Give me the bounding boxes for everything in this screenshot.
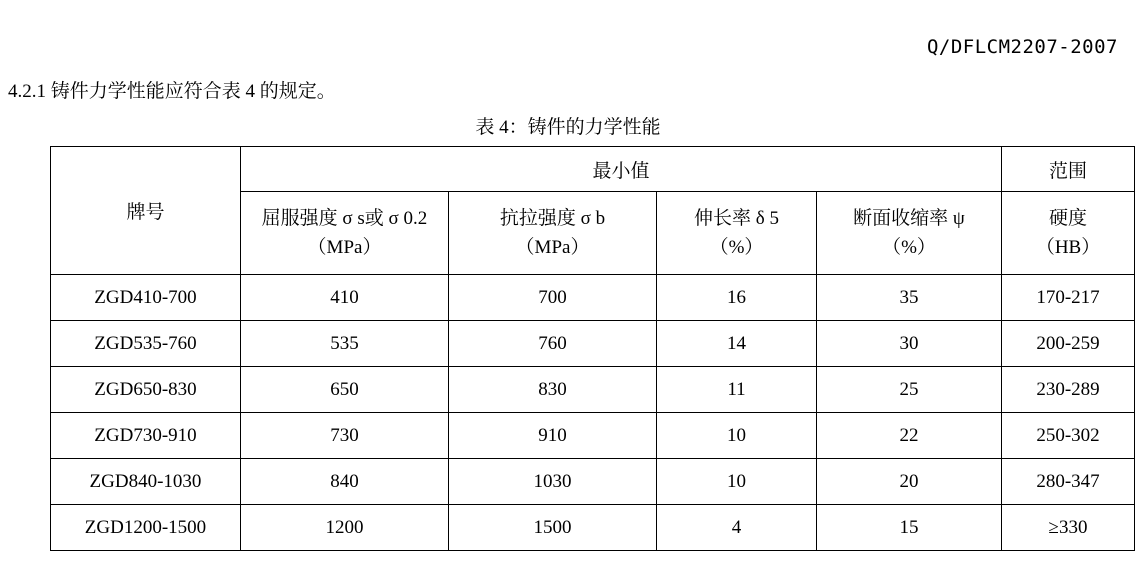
header-hardness (1002, 192, 1135, 275)
table-row (51, 459, 1135, 505)
cell-elongation: 14 (657, 321, 817, 367)
table-row (51, 321, 1135, 367)
cell-yield: 1200 (241, 505, 449, 551)
header-tensile-strength-line2: （MPa） (515, 237, 590, 258)
cell-hardness: ≥330 (1002, 505, 1135, 551)
cell-elongation: 4 (657, 505, 817, 551)
header-reduction-of-area (817, 192, 1002, 275)
header-yield-strength-line2: （MPa） (307, 237, 382, 258)
header-grade: 牌号 (51, 147, 241, 275)
cell-hardness: 250-302 (1002, 413, 1135, 459)
header-group-min: 最小值 (241, 147, 1002, 192)
cell-grade: ZGD730-910 (51, 413, 241, 459)
cell-elongation: 11 (657, 367, 817, 413)
table-caption: 表 4：铸件的力学性能 (475, 117, 661, 138)
cell-yield: 410 (241, 275, 449, 321)
cell-grade: ZGD410-700 (51, 275, 241, 321)
cell-hardness: 200-259 (1002, 321, 1135, 367)
header-tensile-strength (449, 192, 657, 275)
header-elongation (657, 192, 817, 275)
cell-reduction: 22 (817, 413, 1002, 459)
cell-grade: ZGD535-760 (51, 321, 241, 367)
header-tensile-strength-line1: 抗拉强度 σ b (499, 207, 606, 229)
cell-yield: 535 (241, 321, 449, 367)
cell-elongation: 16 (657, 275, 817, 321)
cell-hardness: 170-217 (1002, 275, 1135, 321)
header-group-range: 范围 (1002, 147, 1135, 192)
cell-reduction: 25 (817, 367, 1002, 413)
cell-reduction: 30 (817, 321, 1002, 367)
cell-reduction: 35 (817, 275, 1002, 321)
table-header-row-1 (51, 147, 1135, 192)
table-row (51, 367, 1135, 413)
cell-tensile: 910 (449, 413, 657, 459)
cell-yield: 730 (241, 413, 449, 459)
header-elongation-line2: （%） (709, 237, 764, 258)
cell-tensile: 760 (449, 321, 657, 367)
table-row (51, 413, 1135, 459)
table-row (51, 505, 1135, 551)
mechanical-properties-table (50, 146, 1135, 551)
cell-hardness: 230-289 (1002, 367, 1135, 413)
cell-elongation: 10 (657, 413, 817, 459)
header-hardness-line1: 硬度 (1049, 207, 1088, 229)
cell-elongation: 10 (657, 459, 817, 505)
cell-grade: ZGD650-830 (51, 367, 241, 413)
clause-text: 4.2.1 铸件力学性能应符合表 4 的规定。 (8, 81, 336, 102)
header-hardness-line2: （HB） (1035, 237, 1101, 258)
cell-tensile: 830 (449, 367, 657, 413)
header-reduction-line2: （%） (882, 237, 936, 258)
cell-grade: ZGD1200-1500 (51, 505, 241, 551)
cell-reduction: 15 (817, 505, 1002, 551)
header-elongation-line1: 伸长率 δ 5 (694, 207, 779, 229)
cell-tensile: 1030 (449, 459, 657, 505)
header-reduction-line1: 断面收缩率 ψ (853, 207, 965, 229)
cell-yield: 650 (241, 367, 449, 413)
cell-hardness: 280-347 (1002, 459, 1135, 505)
cell-tensile: 1500 (449, 505, 657, 551)
cell-grade: ZGD840-1030 (51, 459, 241, 505)
cell-reduction: 20 (817, 459, 1002, 505)
cell-tensile: 700 (449, 275, 657, 321)
header-yield-strength-line1: 屈服强度 σ s或 σ 0.2 (261, 207, 428, 229)
cell-yield: 840 (241, 459, 449, 505)
document-code: Q/DFLCM2207-2007 (926, 36, 1118, 58)
table-row (51, 275, 1135, 321)
header-yield-strength (241, 192, 449, 275)
